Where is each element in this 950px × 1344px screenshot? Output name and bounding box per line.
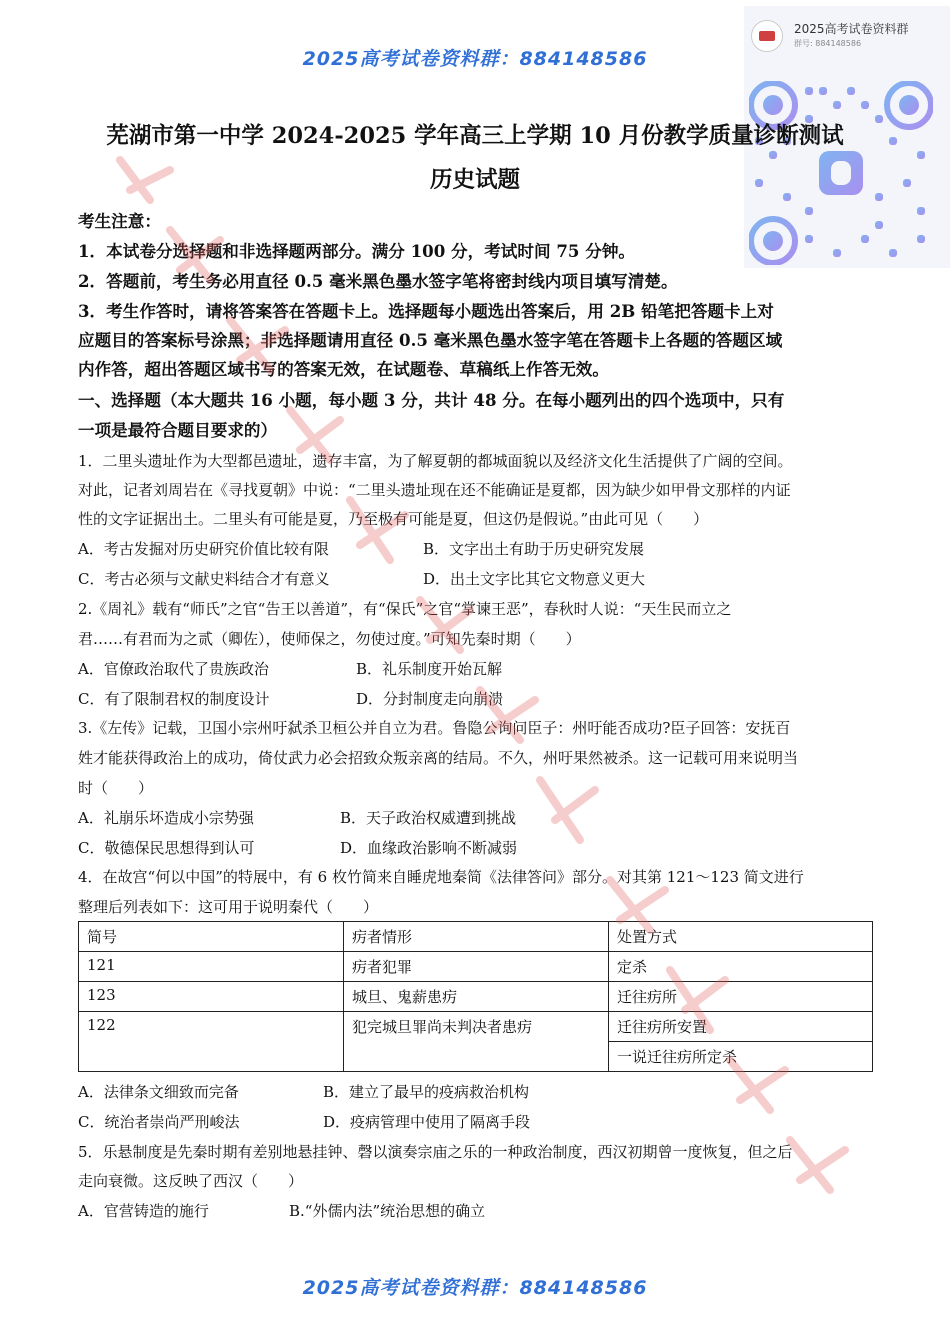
option-c: C．考古必须与文献史料结合才有意义 [78, 570, 330, 588]
table-cell: 121 [79, 952, 344, 982]
option-a: A．礼崩乐坏造成小宗势强 [78, 809, 254, 827]
option-b: B．礼乐制度开始瓦解 [356, 660, 503, 678]
qr-title: 2025高考试卷资料群 [794, 22, 909, 36]
option-d: D．血缘政治影响不断减弱 [340, 839, 518, 857]
qr-subtitle: 群号: 884148586 [794, 39, 862, 48]
option-b: B．文字出土有助于历史研究发展 [423, 540, 645, 558]
notice-line: 内作答，超出答题区域书写的答案无效，在试题卷、草稿纸上作答无效。 [78, 359, 609, 379]
option-c: C．有了限制君权的制度设计 [78, 690, 270, 708]
table-header-row [79, 922, 873, 952]
table-header: 处置方式 [609, 922, 873, 952]
section-heading: 一项是最符合题目要求的） [78, 420, 278, 440]
question-text: 对此，记者刘周岩在《寻找夏朝》中说：“二里头遗址现在还不能确证是夏都，因为缺少如甲骨文那样的内证 [78, 481, 791, 499]
notice-heading: 考生注意： [78, 211, 161, 231]
watermark-top: 2025高考试卷资料群：884148586 [302, 48, 648, 70]
question-text: 4．在故宫“何以中国”的特展中，有 6 枚竹简来自睡虎地秦简《法律答问》部分。对其第 121～123 简文进行 [78, 868, 804, 886]
page-subtitle: 历史试题 [429, 167, 520, 193]
option-b: B．天子政治权威遭到挑战 [340, 809, 517, 827]
question-text: 时（ ） [78, 779, 154, 797]
question-text: 3.《左传》记载，卫国小宗州吁弑杀卫桓公并自立为君。鲁隐公询问臣子：州吁能否成功?臣子回答：安抚百 [78, 719, 791, 737]
table-cell: 定杀 [609, 952, 873, 982]
table-cell: 一说迁往疠所定杀 [609, 1042, 873, 1072]
option-d: D．疫病管理中使用了隔离手段 [323, 1113, 531, 1131]
table-header: 简号 [79, 922, 344, 952]
option-a: A．法律条文细致而完备 [78, 1083, 239, 1101]
section-heading: 一、选择题（本大题共 16 小题，每小题 3 分，共计 48 分。在每小题列出的四个选项中，只有 [78, 390, 785, 410]
option-a: A．官僚政治取代了贵族政治 [78, 660, 269, 678]
table-cell: 城旦、鬼薪患疠 [344, 982, 609, 1012]
question-text: 走向衰微。这反映了西汉（ ） [78, 1172, 304, 1190]
option-c: C．敬德保民思想得到认可 [78, 839, 255, 857]
watermark-bottom: 2025高考试卷资料群：884148586 [302, 1277, 648, 1299]
option-a: A．考古发掘对历史研究价值比较有限 [78, 540, 329, 558]
notice-line: 1．本试卷分选择题和非选择题两部分。满分 100 分，考试时间 75 分钟。 [78, 241, 636, 261]
table-row [79, 982, 873, 1012]
table-cell: 123 [79, 982, 344, 1012]
table-cell: 122 [79, 1012, 344, 1072]
option-d: D．出土文字比其它文物意义更大 [423, 570, 646, 588]
page-title: 芜湖市第一中学 2024-2025 学年高三上学期 10 月份教学质量诊断测试 [106, 123, 844, 149]
question-text: 性的文字证据出土。二里头有可能是夏，乃至极有可能是夏，但这仍是假说。”由此可见（ ） [78, 510, 709, 528]
question-text: 君……有君而为之贰（卿佐），使师保之，勿使过度。”可知先秦时期（ ） [78, 630, 581, 648]
table-cell: 迁往疠所 [609, 982, 873, 1012]
table-row [79, 952, 873, 982]
option-d: D．分封制度走向崩溃 [356, 690, 504, 708]
option-a: A．官营铸造的施行 [78, 1202, 209, 1220]
option-b: B．建立了最早的疫病救治机构 [323, 1083, 530, 1101]
notice-line: 3．考生作答时，请将答案答在答题卡上。选择题每小题选出答案后，用 2B 铅笔把答题卡上对 [78, 301, 774, 321]
question-text: 2.《周礼》载有“师氏”之官“告王以善道”，有“保氏”之官“掌谏王恶”，春秋时人说：“天生民而立之 [78, 600, 732, 618]
school-logo-icon [751, 20, 783, 52]
question-text: 1．二里头遗址作为大型都邑遗址，遗存丰富，为了解夏朝的都城面貌以及经济文化生活提供了广阔的空间。 [78, 452, 793, 470]
table-cell: 疠者犯罪 [344, 952, 609, 982]
table-cell: 迁往疠所安置 [609, 1012, 873, 1042]
notice-line: 2．答题前，考生务必用直径 0.5 毫米黑色墨水签字笔将密封线内项目填写清楚。 [78, 271, 678, 291]
question-text: 姓才能获得政治上的成功，倚仗武力必会招致众叛亲离的结局。不久，州吁果然被杀。这一记载可用来说明当 [78, 749, 799, 767]
table-row [79, 1012, 873, 1042]
q4-table [78, 921, 873, 1072]
table-cell: 犯完城旦罪尚未判决者患疠 [344, 1012, 609, 1072]
question-text: 5．乐悬制度是先秦时期有差别地悬挂钟、磬以演奏宗庙之乐的一种政治制度，西汉初期曾一度恢复，但之后 [78, 1143, 793, 1161]
option-c: C．统治者崇尚严刑峻法 [78, 1113, 240, 1131]
notice-line: 应题目的答案标号涂黑；非选择题请用直径 0.5 毫米黑色墨水签字笔在答题卡上各题的答题区域 [78, 330, 783, 350]
option-b: B.“外儒内法”统治思想的确立 [289, 1202, 486, 1220]
table-header: 疠者情形 [344, 922, 609, 952]
question-text: 整理后列表如下：这可用于说明秦代（ ） [78, 898, 379, 916]
